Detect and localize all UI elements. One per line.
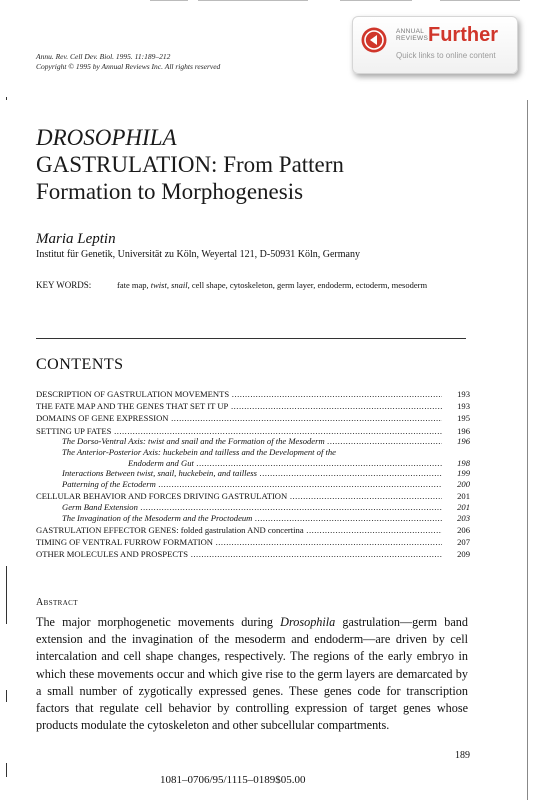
toc-item [36,447,470,458]
toc-item-title: The Invagination of the Mesoderm and the Proctodeum ..... [62,513,442,524]
abstract-heading: Abstract [36,597,78,608]
banner-further-text: Further [428,24,498,46]
toc-item-page: 200 [457,478,470,489]
margin-mark-2 [6,566,7,624]
toc-item-title: Interactions Between twist, snail, huckebein, and tailless ..... [62,468,442,479]
margin-mark-1 [6,97,7,100]
toc-item [36,401,470,412]
toc-item-title: SETTING UP FATES ..... [36,426,442,437]
toc-item-title: GASTRULATION EFFECTOR GENES: folded gastrulation AND concertina ..... [36,525,442,536]
toc-item [36,479,470,490]
toc-item-title: Endoderm and Gut ..... [128,458,442,469]
toc-item [36,549,470,560]
top-rule-4 [440,0,520,1]
further-banner[interactable] [352,16,518,74]
toc-item-title: THE FATE MAP AND THE GENES THAT SET IT UP ..... [36,401,442,412]
toc-item-page: 196 [457,436,470,447]
table-of-contents [36,389,470,559]
toc-item-page: 195 [457,413,470,424]
margin-mark-3 [6,690,7,702]
toc-item [36,458,470,469]
top-rule-2 [198,0,308,1]
top-rule-1 [150,0,188,1]
title-line-3: Formation to Morphogenesis [36,179,304,204]
toc-item-page: 193 [457,389,470,399]
contents-heading: CONTENTS [36,356,124,373]
toc-item-title: The Anterior-Posterior Axis: huckebein and tailless and the Development of the [62,446,336,457]
toc-item-page: 196 [457,425,470,436]
toc-item-page: 199 [457,468,470,479]
toc-item [36,513,470,524]
toc-item [36,468,470,479]
margin-line [527,100,528,800]
article-title [36,124,344,205]
toc-item [36,389,470,400]
journal-line-1: Annu. Rev. Cell Dev. Biol. 1995. 11:189–212 [36,52,171,61]
toc-item [36,537,470,548]
toc-item-page: 206 [457,524,470,535]
journal-citation [36,52,220,72]
toc-item [36,426,470,437]
toc-item [36,413,470,424]
toc-item [36,525,470,536]
toc-item [36,436,470,447]
section-rule [36,338,466,339]
top-rule-3 [340,0,412,1]
toc-item-page: 201 [457,491,470,502]
abstract-text: The major morphogenetic movements during Drosophila gastrulation—germ band extension and the invagination of the mesoderm and endoderm—are driven by cell intercalation and cell shape changes, respectively. The regions of the early embryo in which these movements occur and which give rise to the germ layers are demarcated by a small number of zygotically expressed genes. These genes code for transcription factors that regulate cell behavior by controlling expression of target genes whose products modulate the cytoskeleton and other subcellular compartments. [36,615,468,733]
page-number: 189 [455,750,470,761]
author-affiliation: Institut für Genetik, Universität zu Köln, Weyertal 121, D-50931 Köln, Germany [36,249,360,260]
toc-item-title: TIMING OF VENTRAL FURROW FORMATION ..... [36,537,442,548]
banner-subtitle: Quick links to online content [396,51,496,60]
toc-item-page: 203 [457,512,470,523]
toc-item-page: 207 [457,536,470,547]
play-arrow-circle-icon [361,27,387,53]
toc-item-title: OTHER MOLECULES AND PROSPECTS ..... [36,549,442,560]
toc-item [36,491,470,502]
keywords-label: KEY WORDS: [36,280,92,290]
title-line-1: DROSOPHILA [36,125,177,150]
margin-mark-4 [6,763,7,777]
title-line-2: GASTRULATION: From Pattern [36,152,344,177]
toc-item-page: 198 [457,457,470,468]
banner-brand: ANNUAL REVIEWS [396,28,429,42]
toc-item-title: DOMAINS OF GENE EXPRESSION ..... [36,413,442,424]
toc-item-title: Germ Band Extension ..... [62,502,442,513]
keywords-list: fate map, twist, snail, cell shape, cytoskeleton, germ layer, endoderm, ectoderm, mesoderm [117,280,428,290]
toc-item-title: The Dorso-Ventral Axis: twist and snail and the Formation of the Mesoderm ..... [62,436,442,447]
author-name: Maria Leptin [36,231,116,247]
toc-item-page: 201 [457,501,470,512]
toc-item-title: Patterning of the Ectoderm ..... [62,479,442,490]
toc-item-title: CELLULAR BEHAVIOR AND FORCES DRIVING GASTRULATION ..... [36,491,442,502]
toc-item-title: DESCRIPTION OF GASTRULATION MOVEMENTS ..... [36,389,442,400]
toc-item-page: 193 [457,401,470,412]
document-code: 1081–0706/95/1115–0189$05.00 [160,774,306,786]
toc-item [36,502,470,513]
toc-item-page: 209 [457,548,470,559]
journal-line-2: Copyright © 1995 by Annual Reviews Inc. All rights reserved [36,62,221,71]
